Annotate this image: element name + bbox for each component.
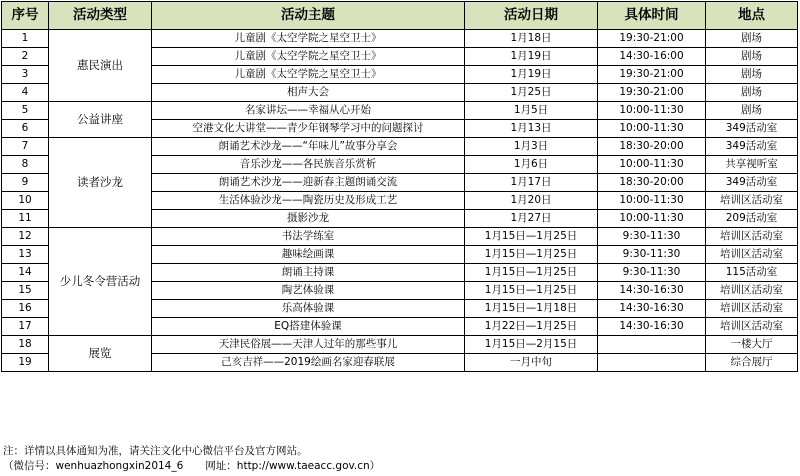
row-number: 12 — [2, 228, 49, 246]
activity-date: 1月15日—2月15日 — [465, 336, 598, 354]
row-number: 8 — [2, 156, 49, 174]
row-number: 2 — [2, 48, 49, 66]
activity-place: 剧场 — [706, 30, 798, 48]
activity-theme: 朗诵艺术沙龙——“年味儿”故事分享会 — [152, 138, 465, 156]
table-row — [2, 138, 798, 156]
activity-place: 共享视听室 — [706, 156, 798, 174]
activity-place: 综合展厅 — [706, 354, 798, 372]
activity-place: 剧场 — [706, 84, 798, 102]
activity-place: 培训区活动室 — [706, 246, 798, 264]
activity-type: 读者沙龙 — [49, 138, 152, 228]
activity-theme: EQ搭建体验课 — [152, 318, 465, 336]
header-date: 活动日期 — [465, 2, 598, 30]
activity-schedule-table — [1, 1, 798, 372]
row-number: 10 — [2, 192, 49, 210]
activity-theme: 摄影沙龙 — [152, 210, 465, 228]
activity-type: 惠民演出 — [49, 30, 152, 102]
activity-date: 1月22日—1月25日 — [465, 318, 598, 336]
activity-date: 1月15日—1月25日 — [465, 264, 598, 282]
header-time: 具体时间 — [598, 2, 706, 30]
footnote — [3, 444, 799, 474]
activity-date: 1月25日 — [465, 84, 598, 102]
activity-theme: 生活体验沙龙——陶瓷历史及形成工艺 — [152, 192, 465, 210]
row-number: 13 — [2, 246, 49, 264]
row-number: 4 — [2, 84, 49, 102]
activity-time: 19:30-21:00 — [598, 84, 706, 102]
activity-place: 培训区活动室 — [706, 318, 798, 336]
activity-place: 培训区活动室 — [706, 228, 798, 246]
row-number: 6 — [2, 120, 49, 138]
activity-place: 一楼大厅 — [706, 336, 798, 354]
row-number: 11 — [2, 210, 49, 228]
row-number: 9 — [2, 174, 49, 192]
activity-date: 1月18日 — [465, 30, 598, 48]
footnote-contact — [3, 459, 799, 474]
activity-date: 1月15日—1月25日 — [465, 228, 598, 246]
activity-theme: 儿童剧《太空学院之星空卫士》 — [152, 48, 465, 66]
activity-date: 1月15日—1月25日 — [465, 282, 598, 300]
header-no: 序号 — [2, 2, 49, 30]
activity-time: 14:30-16:30 — [598, 318, 706, 336]
row-number: 19 — [2, 354, 49, 372]
activity-theme: 乐高体验课 — [152, 300, 465, 318]
activity-theme: 相声大会 — [152, 84, 465, 102]
header-type: 活动类型 — [49, 2, 152, 30]
website-url-text: 网址：http://www.taeacc.gov.cn） — [205, 460, 381, 472]
activity-date: 一月中旬 — [465, 354, 598, 372]
activity-date: 1月27日 — [465, 210, 598, 228]
activity-time: 10:00-11:30 — [598, 120, 706, 138]
activity-time — [598, 354, 706, 372]
header-row — [2, 2, 798, 30]
row-number: 7 — [2, 138, 49, 156]
activity-time: 19:30-21:00 — [598, 66, 706, 84]
activity-time: 14:30-16:30 — [598, 300, 706, 318]
activity-time: 10:00-11:30 — [598, 156, 706, 174]
activity-date: 1月19日 — [465, 66, 598, 84]
row-number: 5 — [2, 102, 49, 120]
activity-theme: 名家讲坛——幸福从心开始 — [152, 102, 465, 120]
row-number: 16 — [2, 300, 49, 318]
row-number: 14 — [2, 264, 49, 282]
activity-time: 10:00-11:30 — [598, 192, 706, 210]
activity-theme: 天津民俗展——天津人过年的那些事儿 — [152, 336, 465, 354]
activity-type: 公益讲座 — [49, 102, 152, 138]
row-number: 17 — [2, 318, 49, 336]
activity-theme: 音乐沙龙——各民族音乐赏析 — [152, 156, 465, 174]
activity-date: 1月17日 — [465, 174, 598, 192]
activity-theme: 儿童剧《太空学院之星空卫士》 — [152, 30, 465, 48]
activity-place: 349活动室 — [706, 120, 798, 138]
activity-theme: 趣味绘画课 — [152, 246, 465, 264]
activity-type: 展览 — [49, 336, 152, 372]
activity-place: 培训区活动室 — [706, 192, 798, 210]
activity-theme: 朗诵艺术沙龙——迎新春主题朗诵交流 — [152, 174, 465, 192]
activity-place: 培训区活动室 — [706, 282, 798, 300]
activity-time: 10:00-11:30 — [598, 210, 706, 228]
activity-theme: 己亥吉祥——2019绘画名家迎春联展 — [152, 354, 465, 372]
activity-place: 349活动室 — [706, 138, 798, 156]
table-row — [2, 102, 798, 120]
row-number: 15 — [2, 282, 49, 300]
activity-date: 1月15日—1月18日 — [465, 300, 598, 318]
activity-place: 209活动室 — [706, 210, 798, 228]
activity-place: 349活动室 — [706, 174, 798, 192]
table-row — [2, 336, 798, 354]
activity-date: 1月20日 — [465, 192, 598, 210]
row-number: 3 — [2, 66, 49, 84]
activity-time: 9:30-11:30 — [598, 228, 706, 246]
header-theme: 活动主题 — [152, 2, 465, 30]
header-place: 地点 — [706, 2, 798, 30]
activity-place: 剧场 — [706, 66, 798, 84]
table-row — [2, 30, 798, 48]
wechat-id-text: （微信号：wenhuazhongxin2014_6 — [3, 460, 184, 472]
activity-date: 1月3日 — [465, 138, 598, 156]
schedule-body — [2, 30, 798, 372]
activity-time: 19:30-21:00 — [598, 30, 706, 48]
activity-date: 1月15日—1月25日 — [465, 246, 598, 264]
activity-place: 115活动室 — [706, 264, 798, 282]
activity-date: 1月19日 — [465, 48, 598, 66]
row-number: 18 — [2, 336, 49, 354]
footnote-line: 注：详情以具体通知为准，请关注文化中心微信平台及官方网站。 — [3, 445, 308, 457]
activity-time: 18:30-20:00 — [598, 138, 706, 156]
activity-date: 1月13日 — [465, 120, 598, 138]
activity-type: 少儿冬令营活动 — [49, 228, 152, 336]
activity-time: 18:30-20:00 — [598, 174, 706, 192]
activity-time: 9:30-11:30 — [598, 246, 706, 264]
activity-theme: 陶艺体验课 — [152, 282, 465, 300]
activity-theme: 朗诵主持课 — [152, 264, 465, 282]
table-row — [2, 228, 798, 246]
activity-time: 9:30-11:30 — [598, 264, 706, 282]
activity-theme: 儿童剧《太空学院之星空卫士》 — [152, 66, 465, 84]
activity-time: 14:30-16:00 — [598, 48, 706, 66]
activity-theme: 空港文化大讲堂——青少年钢琴学习中的问题探讨 — [152, 120, 465, 138]
activity-date: 1月5日 — [465, 102, 598, 120]
row-number: 1 — [2, 30, 49, 48]
activity-time — [598, 336, 706, 354]
activity-place: 剧场 — [706, 102, 798, 120]
activity-time: 10:00-11:30 — [598, 102, 706, 120]
activity-place: 剧场 — [706, 48, 798, 66]
activity-theme: 书法学练室 — [152, 228, 465, 246]
activity-date: 1月6日 — [465, 156, 598, 174]
activity-time: 14:30-16:30 — [598, 282, 706, 300]
activity-place: 培训区活动室 — [706, 300, 798, 318]
